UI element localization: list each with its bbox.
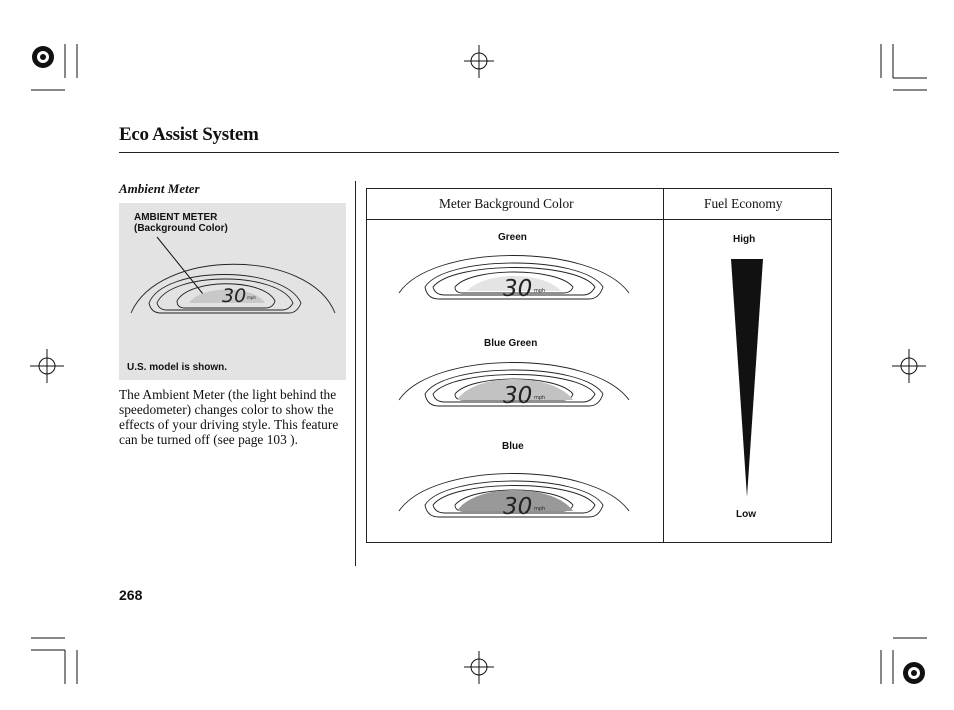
- meter-unit-green: mph: [534, 288, 546, 294]
- meter-blue-green: [393, 354, 633, 424]
- fuel-high-label: High: [733, 234, 756, 245]
- header-meter-color: Meter Background Color: [439, 196, 574, 211]
- title-rule: [119, 152, 839, 153]
- row-label-blue-green: Blue Green: [484, 338, 538, 349]
- ambient-meter-figure: [119, 203, 346, 380]
- meter-green: [393, 247, 633, 317]
- callout-line-1: AMBIENT METER: [134, 212, 218, 223]
- color-fuel-table: [366, 188, 832, 543]
- speed-value: 30: [222, 285, 247, 307]
- meter-speed-blue: 30: [503, 494, 533, 520]
- body-paragraph: The Ambient Meter (the light behind the speedometer) changes color to show the effects of your driving style. This feature can be turned off (see page 103 ).: [119, 387, 339, 447]
- meter-blue: [393, 465, 633, 535]
- meter-speed-green: 30: [503, 276, 533, 302]
- page-number: 268: [119, 587, 143, 603]
- section-title: Eco Assist System: [119, 124, 259, 145]
- header-fuel-economy: Fuel Economy: [704, 196, 783, 211]
- meter-unit-blue-green: mph: [534, 395, 546, 401]
- callout-line-2: (Background Color): [134, 223, 228, 234]
- table-header-row: [367, 189, 831, 220]
- row-label-green: Green: [498, 232, 527, 243]
- meter-speed-blue-green: 30: [503, 383, 533, 409]
- row-label-blue: Blue: [502, 441, 524, 452]
- figure-caption: U.S. model is shown.: [127, 362, 228, 373]
- fuel-economy-wedge: [727, 257, 767, 499]
- column-divider: [355, 181, 356, 566]
- speed-unit: mph: [247, 295, 256, 300]
- fuel-low-label: Low: [736, 509, 756, 520]
- meter-illustration: [119, 203, 346, 380]
- table-column-divider: [663, 189, 664, 542]
- meter-unit-blue: mph: [534, 506, 546, 512]
- subheading: Ambient Meter: [119, 181, 200, 196]
